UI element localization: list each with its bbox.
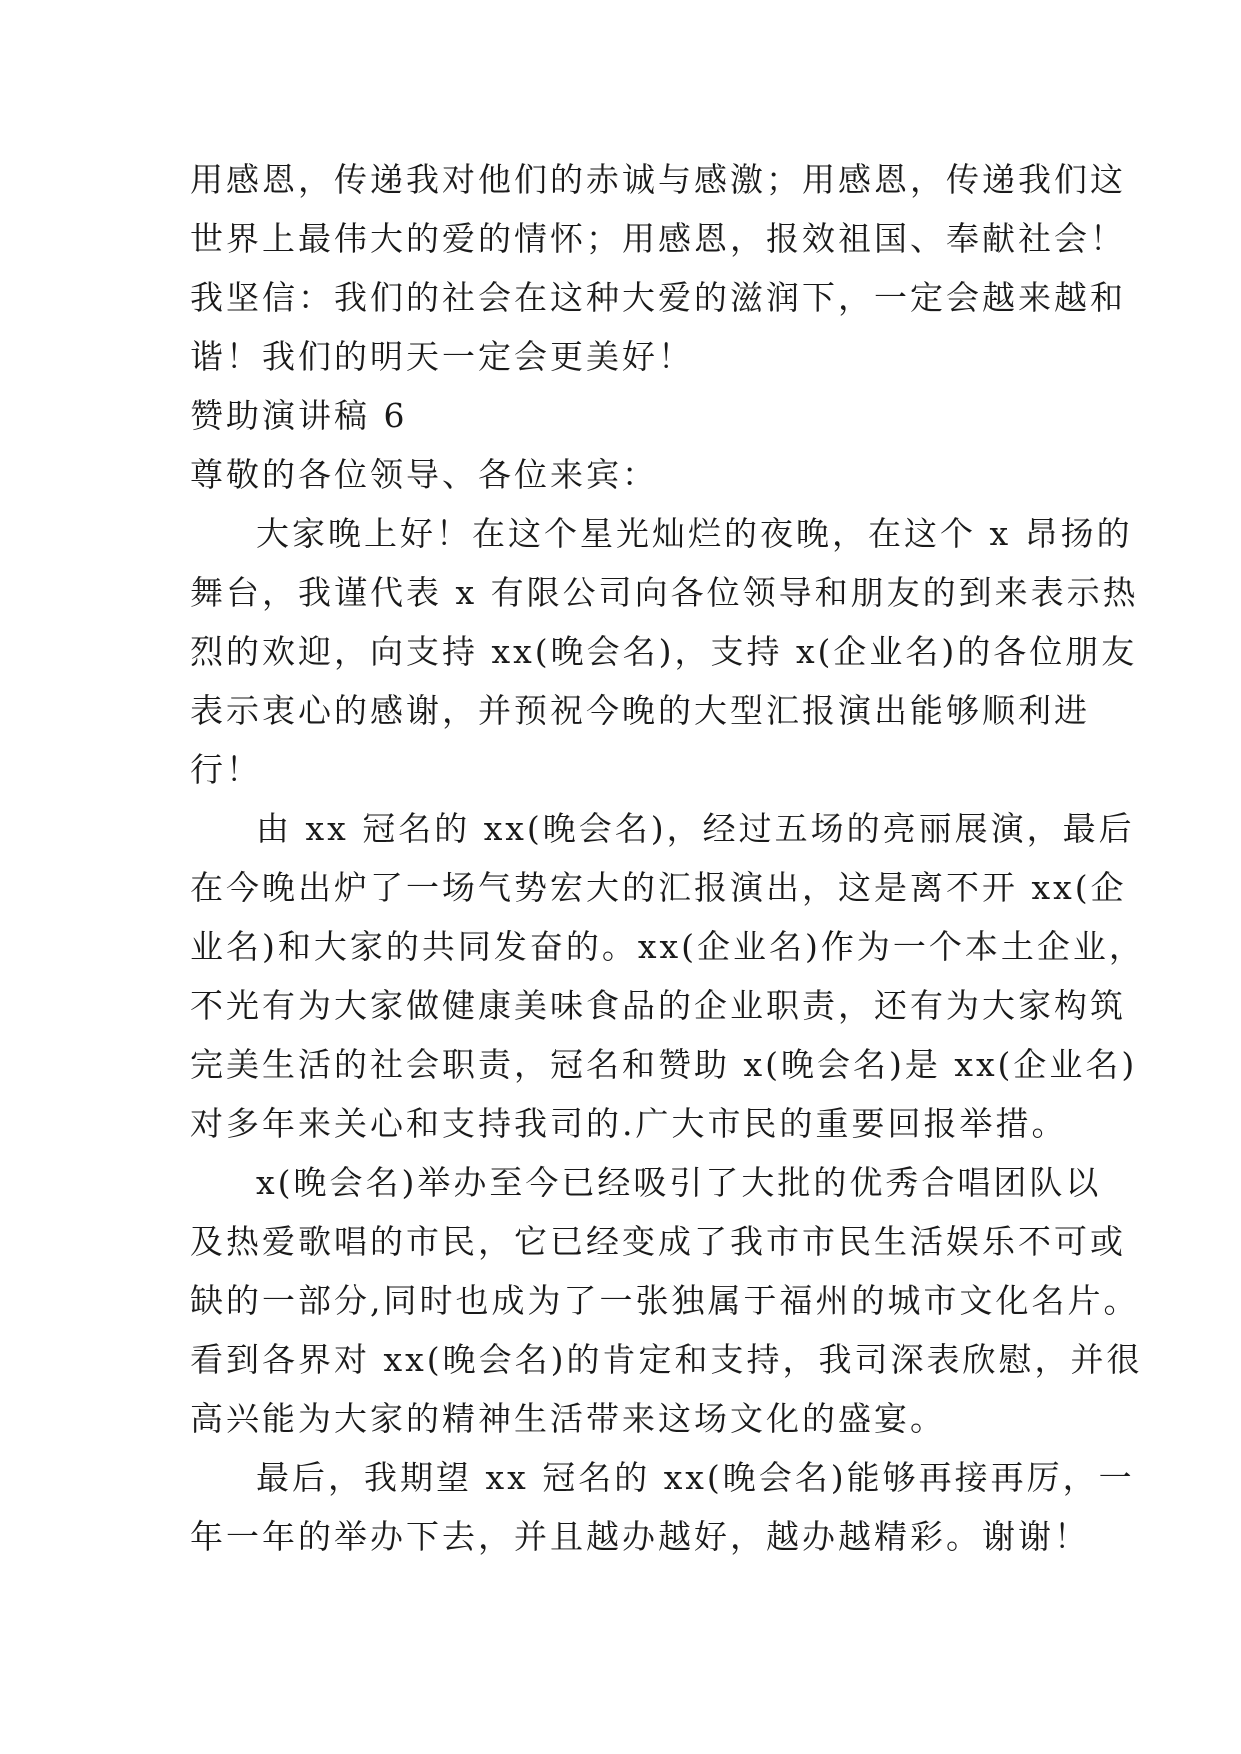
- intro-paragraph: [190, 150, 1126, 386]
- paragraph-1: [190, 504, 1139, 799]
- salutation-text: 尊敬的各位领导、各位来宾：: [190, 455, 658, 494]
- text-line: 行！: [190, 750, 262, 789]
- text-line: 最后，我期望 xx 冠名的 xx(晚会名)能够再接再厉，一: [256, 1458, 1135, 1497]
- text-line: 大家晚上好！在这个星光灿烂的夜晚，在这个 x 昂扬的: [256, 514, 1133, 553]
- document-body: [190, 150, 1145, 1566]
- text-line: 由 xx 冠名的 xx(晚会名)，经过五场的亮丽展演，最后: [256, 809, 1135, 848]
- text-line: 年一年的举办下去，并且越办越好，越办越精彩。谢谢！: [190, 1517, 1090, 1556]
- text-line: 世界上最伟大的爱的情怀；用感恩，报效祖国、奉献社会！: [190, 219, 1126, 258]
- section-title-text: 赞助演讲稿 6: [190, 396, 408, 435]
- text-line: 对多年来关心和支持我司的.广大市民的重要回报举措。: [190, 1104, 1068, 1143]
- text-line: 在今晚出炉了一场气势宏大的汇报演出，这是离不开 xx(企: [190, 868, 1127, 907]
- text-line: 表示衷心的感谢，并预祝今晚的大型汇报演出能够顺利进: [190, 691, 1090, 730]
- text-line: 谐！我们的明天一定会更美好！: [190, 337, 694, 376]
- text-line: 舞台，我谨代表 x 有限公司向各位领导和朋友的到来表示热: [190, 573, 1139, 612]
- text-line: 完美生活的社会职责，冠名和赞助 x(晚会名)是 xx(企业名): [190, 1045, 1138, 1084]
- salutation: [190, 445, 1060, 504]
- paragraph-4: [190, 1448, 1135, 1566]
- text-line: 烈的欢迎，向支持 xx(晚会名)，支持 x(企业名)的各位朋友: [190, 632, 1138, 671]
- section-title: [190, 386, 1060, 445]
- text-line: 用感恩，传递我对他们的赤诚与感激；用感恩，传递我们这: [190, 160, 1126, 199]
- text-line: 看到各界对 xx(晚会名)的肯定和支持，我司深表欣慰，并很: [190, 1340, 1143, 1379]
- text-line: 高兴能为大家的精神生活带来这场文化的盛宴。: [190, 1399, 946, 1438]
- text-line: 缺的一部分,同时也成为了一张独属于福州的城市文化名片。: [190, 1281, 1140, 1320]
- text-line: 我坚信：我们的社会在这种大爱的滋润下，一定会越来越和: [190, 278, 1126, 317]
- paragraph-3: [190, 1153, 1143, 1448]
- paragraph-2: [190, 799, 1145, 1153]
- text-line: 业名)和大家的共同发奋的。xx(企业名)作为一个本土企业，: [190, 927, 1145, 966]
- text-line: 不光有为大家做健康美味食品的企业职责，还有为大家构筑: [190, 986, 1126, 1025]
- text-line: x(晚会名)举办至今已经吸引了大批的优秀合唱团队以: [256, 1163, 1102, 1202]
- text-line: 及热爱歌唱的市民，它已经变成了我市市民生活娱乐不可或: [190, 1222, 1126, 1261]
